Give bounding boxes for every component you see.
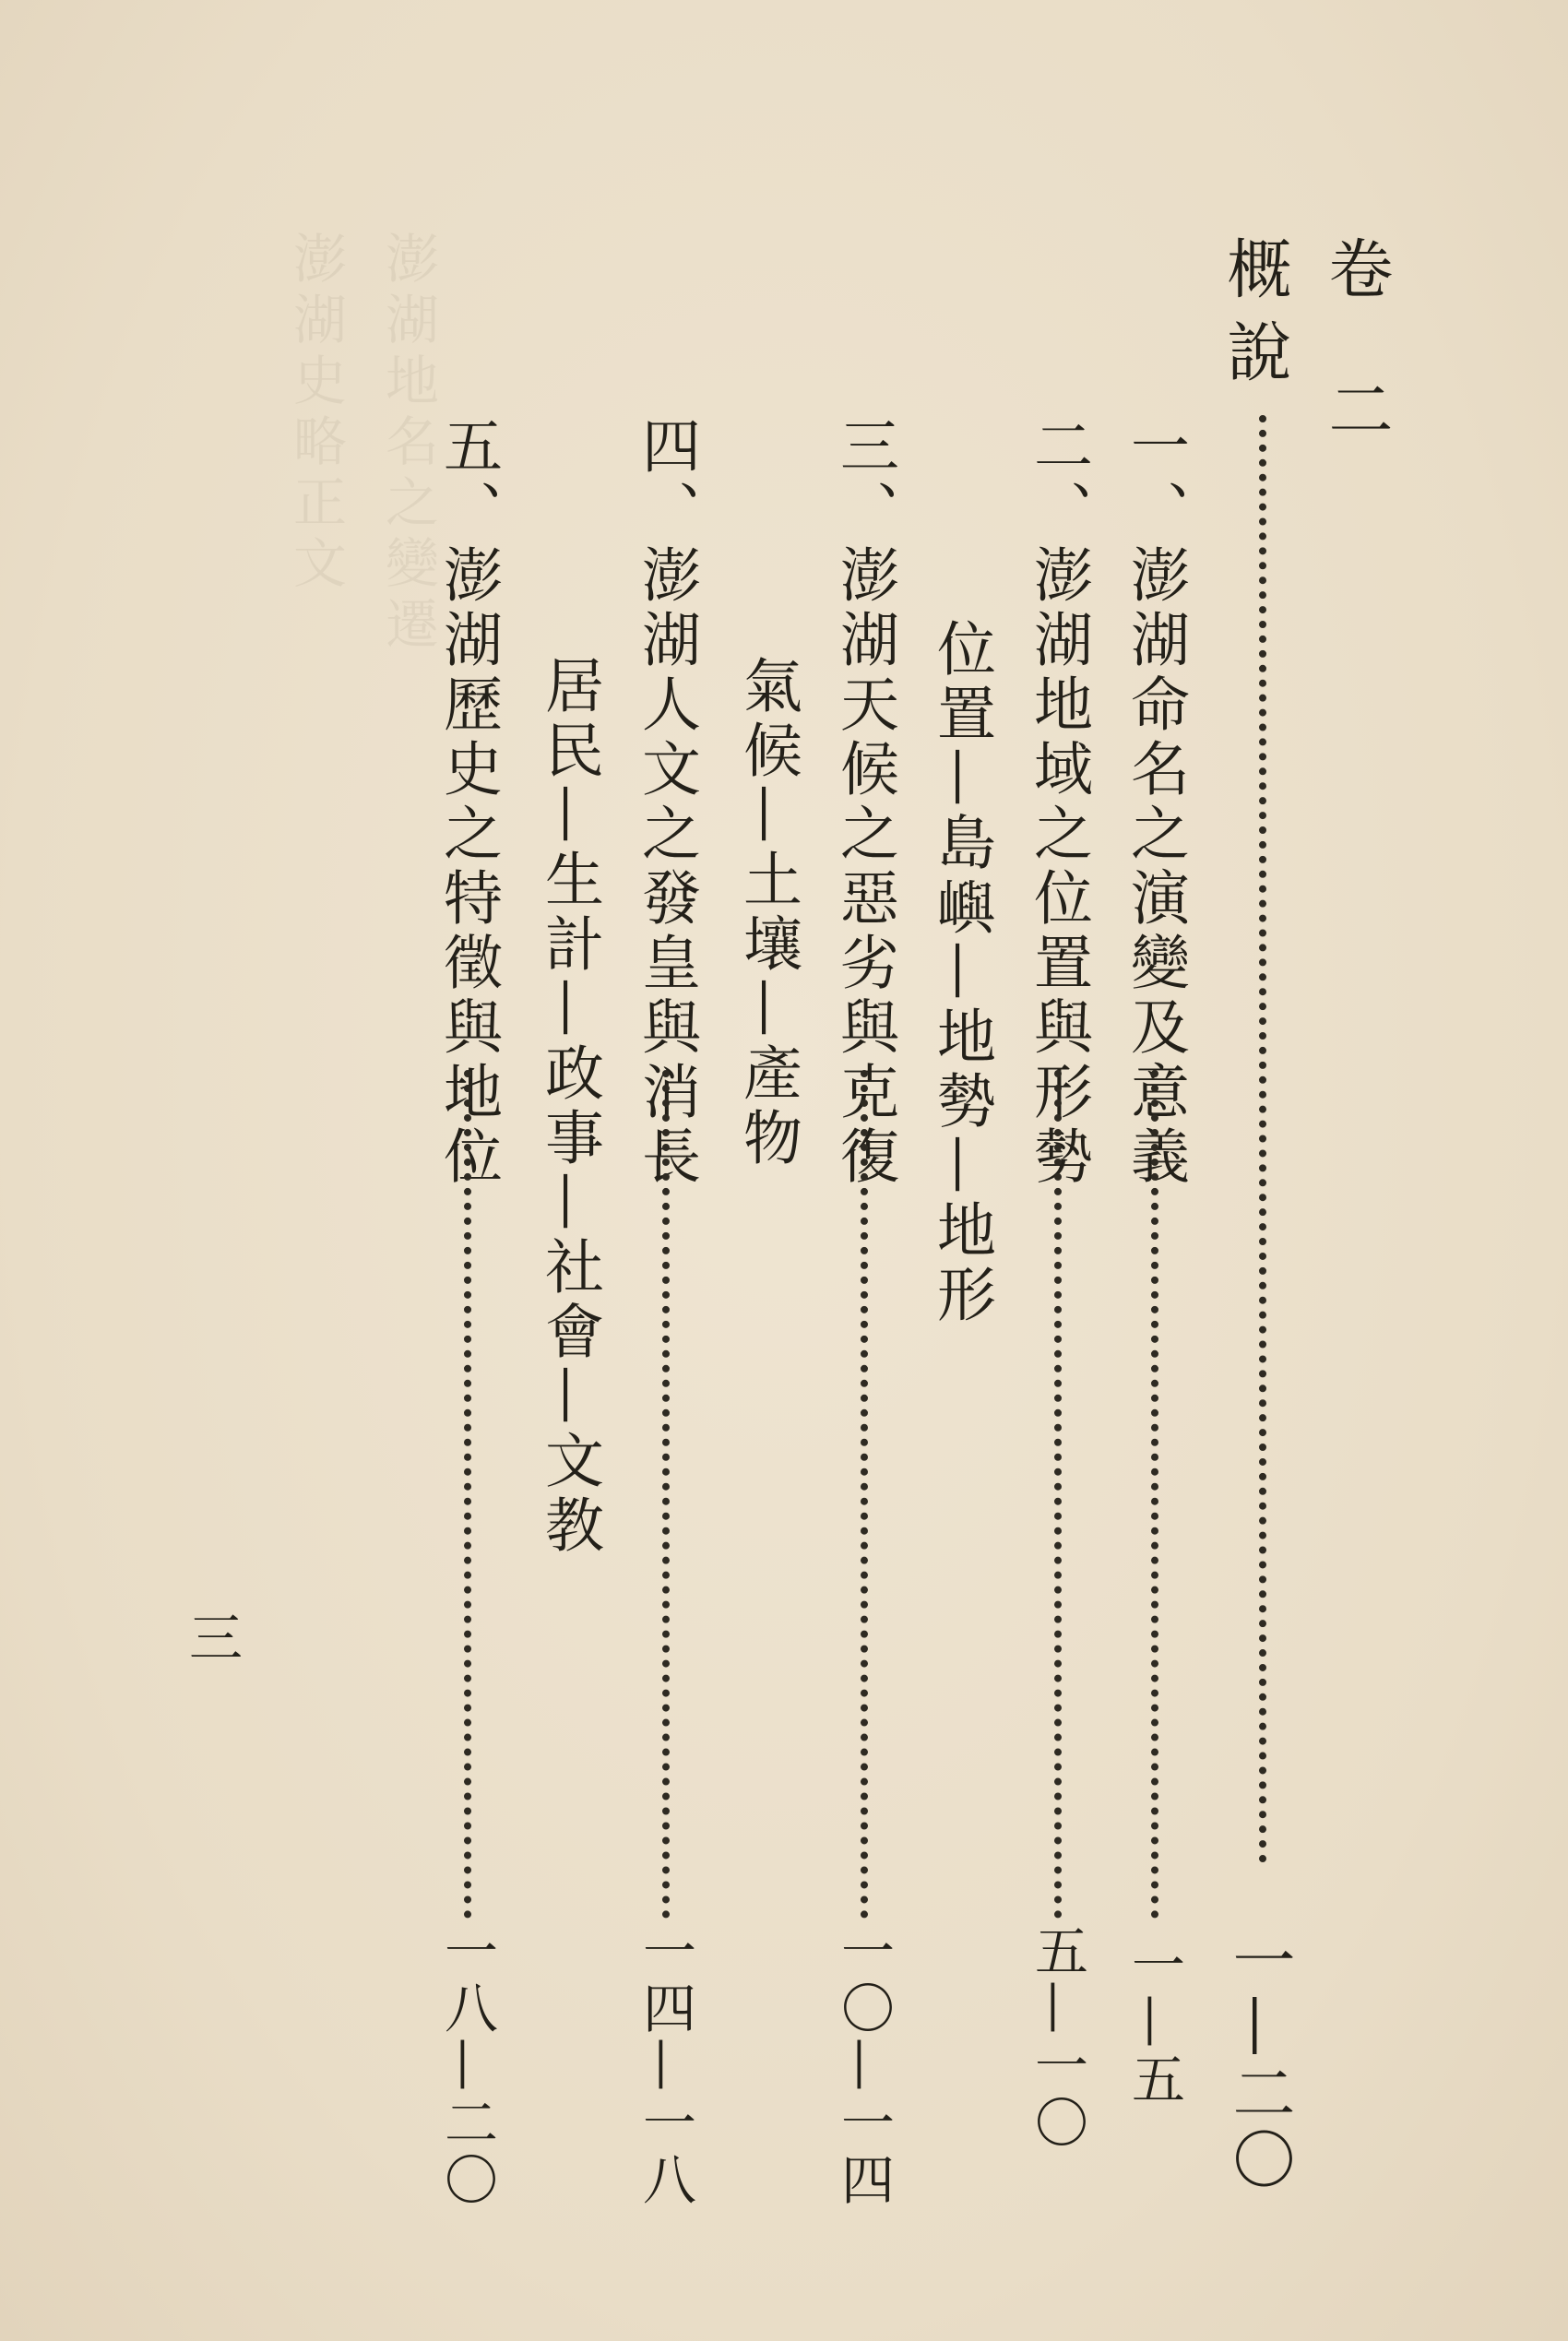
- toc-entry-title: 五、澎湖歷史之特徵與地位: [434, 415, 502, 1190]
- section-page-range: 一—二〇: [1222, 1928, 1295, 2193]
- toc-entry-pages: 五—一〇: [1026, 1923, 1088, 2152]
- toc-entry-pages: 一〇—一四: [832, 1923, 895, 2209]
- toc-entry-subtopics: 居民—生計—政事—社會—文教: [535, 655, 603, 1559]
- toc-entry-subtopics: 位置—島嶼—地勢—地形: [927, 618, 995, 1328]
- toc-entry-pages: 一八—二〇: [435, 1923, 498, 2209]
- dot-leader: [861, 1070, 868, 1919]
- toc-entry-title: 三、澎湖天候之惡劣與克復: [830, 415, 898, 1190]
- section-title: 概說: [1217, 235, 1292, 401]
- dot-leader: [1151, 1070, 1158, 1919]
- toc-entry-pages: 一—五: [1123, 1937, 1185, 2109]
- page-number: 三: [180, 1610, 243, 1663]
- bleed-through-text: 澎湖地名之變遷: [376, 231, 439, 657]
- toc-entry-subtopics: 氣候—土壤—產物: [733, 655, 802, 1171]
- dot-leader: [1259, 415, 1266, 1863]
- dot-leader: [464, 1070, 471, 1919]
- bleed-through-text: 澎湖史略正文: [284, 231, 347, 596]
- toc-entry-title: 二、澎湖地域之位置與形勢: [1024, 415, 1092, 1190]
- volume-label: 卷 二: [1318, 235, 1394, 469]
- toc-entry-title: 四、澎湖人文之發皇與消長: [632, 415, 700, 1190]
- toc-entry-title: 一、澎湖命名之演變及意義: [1121, 415, 1189, 1190]
- dot-leader: [1054, 1070, 1062, 1919]
- toc-entry-pages: 一四—一八: [634, 1923, 696, 2209]
- dot-leader: [662, 1070, 670, 1919]
